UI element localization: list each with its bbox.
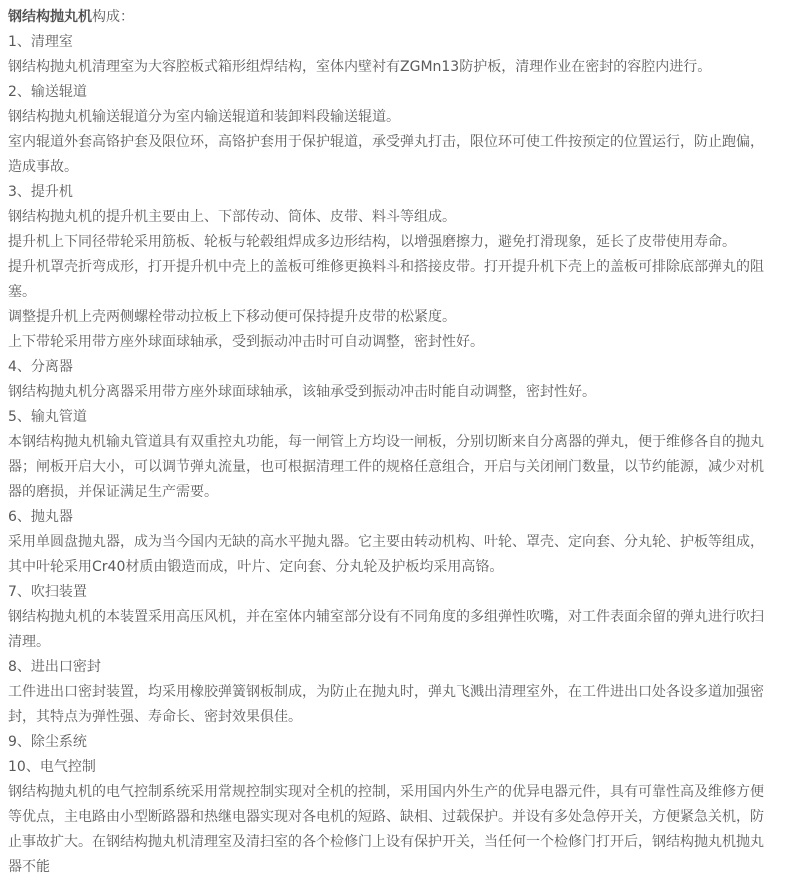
paragraph-text: 钢结构抛丸机的本装置采用高压风机，并在室体内辅室部分设有不同角度的多组弹性吹嘴，对工件表面余留的弹丸进行吹扫清理。 [8,609,764,650]
paragraph-text: 本钢结构抛丸机输丸管道具有双重控丸功能，每一闸管上方均设一闸板，分别切断来自分离器的弹丸，便于维修各自的抛丸器；闸板开启大小，可以调节弹丸流量，也可根据清理工件的规格任意组合，开启与关闭闸门数量，以节约能源，减少对机器的磨损，并保证满足生产需要。 [8,434,764,500]
section-heading: 8、进出口密封 [8,659,101,675]
section-heading: 7、吹扫装置 [8,584,87,600]
paragraph-text: 室内辊道外套高铬护套及限位环，高铬护套用于保护辊道，承受弹丸打击，限位环可使工件按预定的位置运行，防止跑偏，造成事故。 [8,134,764,175]
paragraph-text: 采用单圆盘抛丸器，成为当今国内无缺的高水平抛丸器。它主要由转动机构、叶轮、罩壳、定向套、分丸轮、护板等组成，其中叶轮采用Cr40材质由锻造而成，叶片、定向套、分丸轮及护板均采用高铬。 [8,534,764,575]
paragraph-text: 钢结构抛丸机清理室为大容腔板式箱形组焊结构，室体内壁衬有ZGMn13防护板，清理作业在密封的容腔内进行。 [8,59,712,75]
paragraph-text: 上下带轮采用带方座外球面球轴承，受到振动冲击时可自动调整，密封性好。 [8,334,484,350]
paragraph-text: 钢结构抛丸机输送辊道分为室内输送辊道和装卸料段输送辊道。 [8,109,400,125]
paragraph-text: 提升机上下同径带轮采用筋板、轮板与轮毂组焊成多边形结构，以增强磨擦力，避免打滑现象，延长了皮带使用寿命。 [8,234,736,250]
paragraph-text: 工件进出口密封装置，均采用橡胶弹簧钢板制成，为防止在抛丸时，弹丸飞溅出清理室外，在工件进出口处各设多道加强密封，其特点为弹性强、寿命长、密封效果俱佳。 [8,684,764,725]
section-heading: 10、电气控制 [8,759,96,775]
paragraph-text: 钢结构抛丸机的电气控制系统采用常规控制实现对全机的控制，采用国内外生产的优异电器元件，具有可靠性高及维修方便等优点，主电路由小型断路器和热继电器实现对各电机的短路、缺相、过载保护。并设有多处急停开关，方便紧急关机，防止事故扩大。在钢结构抛丸机清理室及清扫室的各个检修门上设有保护开关，当任何一个检修门打开后，钢结构抛丸机抛丸器不能 [8,784,764,875]
paragraph-text: 调整提升机上壳两侧螺栓带动拉板上下移动便可保持提升皮带的松紧度。 [8,309,456,325]
section-heading: 2、输送辊道 [8,84,87,100]
document-title-bold: 钢结构抛丸机 [8,9,92,25]
section-heading: 4、分离器 [8,359,73,375]
document-title-rest: 构成： [92,9,134,25]
paragraph-text: 提升机罩壳折弯成形，打开提升机中壳上的盖板可维修更换料斗和搭接皮带。打开提升机下壳上的盖板可排除底部弹丸的阻塞。 [8,259,764,300]
section-heading: 6、抛丸器 [8,509,73,525]
paragraph-text: 钢结构抛丸机分离器采用带方座外球面球轴承，该轴承受到振动冲击时能自动调整，密封性好。 [8,384,596,400]
section-heading: 5、输丸管道 [8,409,87,425]
paragraph-text: 钢结构抛丸机的提升机主要由上、下部传动、筒体、皮带、料斗等组成。 [8,209,456,225]
section-heading: 1、清理室 [8,34,73,50]
section-heading: 3、提升机 [8,184,73,200]
section-heading: 9、除尘系统 [8,734,87,750]
document-title [8,5,777,30]
